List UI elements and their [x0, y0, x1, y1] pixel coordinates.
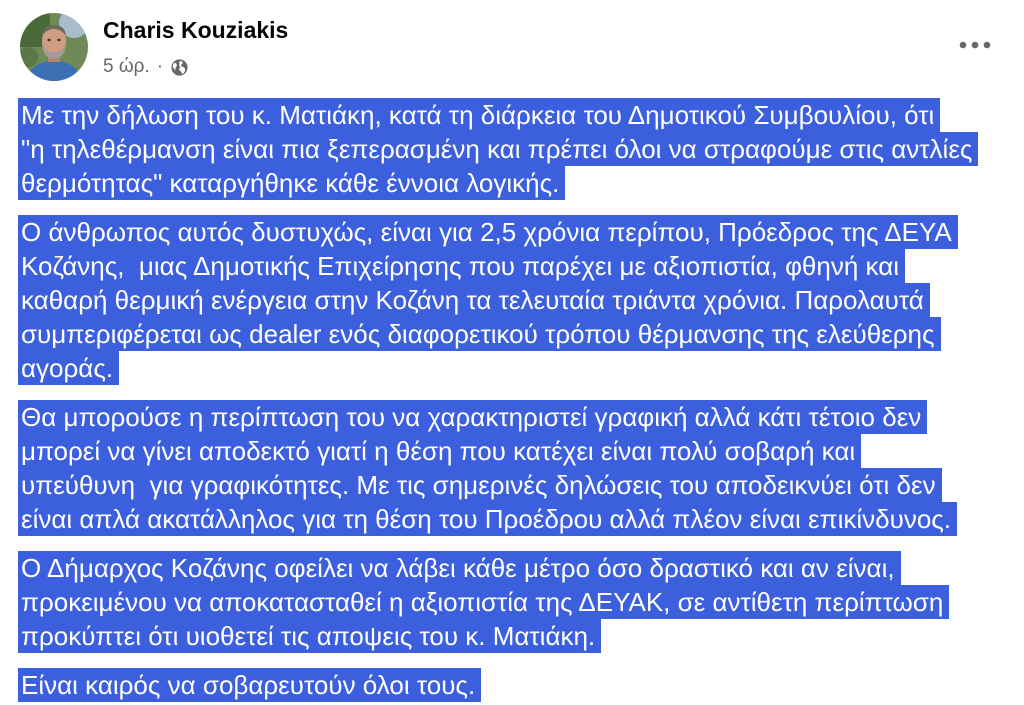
paragraph [18, 551, 1018, 653]
text-line: αγοράς. [18, 351, 119, 385]
text-line: προκειμένου να αποκατασταθεί η αξιοπιστία της ΔΕΥΑΚ, σε αντίθετη περίπτωση [18, 585, 949, 619]
author-name[interactable]: Charis Kouziakis [103, 17, 289, 43]
more-options-icon [958, 40, 992, 50]
text-line: μπορεί να γίνει αποδεκτό γιατί η θέση που κατέχει είναι πολύ σοβαρή και [18, 434, 861, 468]
text-line: Ο Δήμαρχος Κοζάνης οφείλει να λάβει κάθε μέτρο όσο δραστικό και αν είναι, [18, 551, 901, 585]
paragraph [18, 215, 1018, 385]
text-line: συμπεριφέρεται ως dealer ενός διαφορετικού τρόπου θέρμανσης της ελεύθερης [18, 317, 941, 351]
text-line: καθαρή θερμική ενέργεια στην Κοζάνη τα τελευταία τριάντα χρόνια. Παρολαυτά [18, 283, 930, 317]
text-line: προκύπτει ότι υιοθετεί τις αποψεις του κ. Ματιάκη. [18, 619, 601, 653]
meta-separator: · [156, 56, 164, 77]
text-line: Είναι καιρός να σοβαρευτούν όλοι τους. [18, 668, 481, 702]
text-line: Θα μπορούσε η περίπτωση του να χαρακτηριστεί γραφική αλλά κάτι τέτοιο δεν [18, 400, 927, 434]
more-options-button[interactable] [953, 32, 997, 58]
profile-photo [20, 13, 88, 81]
post-body [18, 98, 1018, 702]
paragraph [18, 98, 1018, 200]
post-timestamp[interactable]: 5 ώρ. [103, 56, 150, 77]
paragraph [18, 668, 1018, 702]
text-line: είναι απλά ακατάλληλος για τη θέση του Προέδρου αλλά πλέον είναι επικίνδυνος. [18, 502, 957, 536]
text-line: Με την δήλωση του κ. Ματιάκη, κατά τη διάρκεια του Δημοτικού Συμβουλίου, ότι [18, 98, 940, 132]
text-line: υπεύθυνη για γραφικότητες. Με τις σημερινές δηλώσεις του αποδεικνύει ότι δεν [18, 468, 942, 502]
text-line: Κοζάνης, μιας Δημοτικής Επιχείρησης που παρέχει με αξιοπιστία, φθηνή και [18, 249, 905, 283]
globe-icon [170, 58, 189, 77]
author-avatar[interactable] [20, 13, 88, 81]
paragraph [18, 400, 1018, 536]
text-line: "η τηλεθέρμανση είναι πια ξεπερασμένη και πρέπει όλοι να στραφούμε στις αντλίες [18, 132, 978, 166]
post-meta [103, 53, 189, 81]
text-line: Ο άνθρωπος αυτός δυστυχώς, είναι για 2,5 χρόνια περίπου, Πρόεδρος της ΔΕΥΑ [18, 215, 958, 249]
text-line: θερμότητας" καταργήθηκε κάθε έννοια λογικής. [18, 166, 565, 200]
